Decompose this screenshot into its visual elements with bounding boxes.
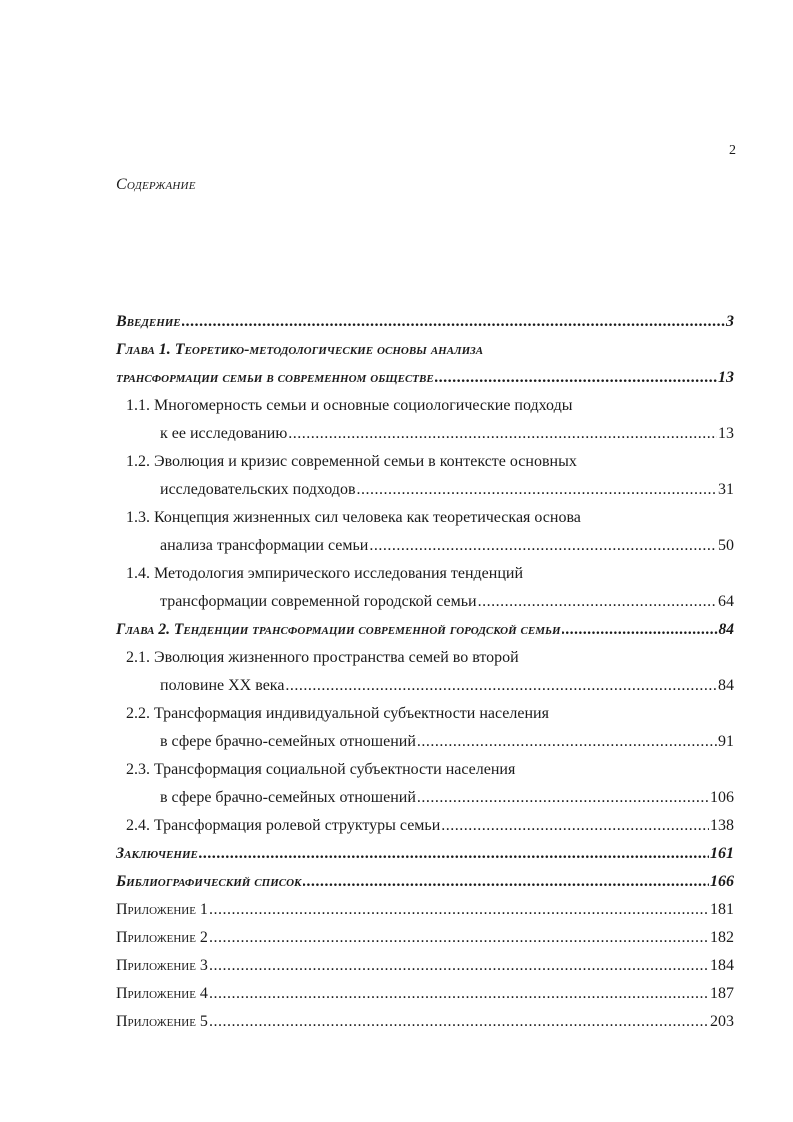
toc-entry-title: 2.2. Трансформация индивидуальной субъектности населения	[126, 705, 549, 722]
toc-entry-title: Глава 2. Тенденции трансформации современной городской семьи	[116, 621, 561, 638]
toc-entry-introduction[interactable]	[116, 312, 734, 332]
toc-entry-title: Приложение 1	[116, 901, 208, 918]
toc-entry-page: 203	[710, 1013, 734, 1030]
toc-entry-page: 84	[718, 621, 734, 638]
toc-entry-appendix-4[interactable]	[116, 984, 734, 1004]
dot-leader	[288, 424, 717, 444]
toc-entry-section-2-3[interactable]	[126, 760, 734, 780]
toc-entry-title: Приложение 3	[116, 957, 208, 974]
toc-entry-section-1-4[interactable]	[126, 564, 734, 584]
toc-entry-title: 2.4. Трансформация ролевой структуры семьи	[126, 817, 441, 834]
toc-entry-title: трансформации современной городской семьи	[160, 593, 477, 610]
toc-entry-section-1-3-cont[interactable]	[160, 536, 734, 556]
toc-entry-page: 106	[710, 789, 734, 806]
toc-entry-title: 2.1. Эволюция жизненного пространства семей во второй	[126, 649, 519, 666]
toc-entry-page: 182	[710, 929, 734, 946]
toc-entry-section-2-1-cont[interactable]	[160, 676, 734, 696]
toc-entry-page: 161	[710, 845, 734, 862]
dot-leader	[417, 788, 709, 808]
toc-entry-title: анализа трансформации семьи	[160, 537, 369, 554]
dot-leader	[209, 928, 709, 948]
toc-entry-page: 166	[710, 873, 734, 890]
toc-entry-title: исследовательских подходов	[160, 481, 356, 498]
toc-entry-appendix-5[interactable]	[116, 1012, 734, 1032]
toc-entry-chapter-1-cont[interactable]	[116, 368, 734, 388]
dot-leader	[209, 1012, 709, 1032]
toc-entry-section-1-2[interactable]	[126, 452, 734, 472]
toc-entry-section-1-1-cont[interactable]	[160, 424, 734, 444]
toc-entry-page: 187	[710, 985, 734, 1002]
toc-entry-section-2-1[interactable]	[126, 648, 734, 668]
toc-entry-title: в сфере брачно-семейных отношений	[160, 733, 416, 750]
toc-entry-page: 84	[718, 677, 734, 694]
toc-entry-chapter-1[interactable]	[116, 340, 734, 360]
toc-entry-title: Глава 1. Теоретико-методологические основы анализа	[116, 341, 484, 358]
dot-leader	[285, 676, 717, 696]
toc-entry-title: в сфере брачно-семейных отношений	[160, 789, 416, 806]
toc-entry-title: трансформации семьи в современном обществе	[116, 369, 434, 386]
toc-title: Содержание	[116, 176, 196, 193]
toc-entry-section-2-4[interactable]	[126, 816, 734, 836]
toc-entry-title: Приложение 5	[116, 1013, 208, 1030]
dot-leader	[562, 620, 718, 640]
toc-entry-bibliography[interactable]	[116, 872, 734, 892]
toc-entry-chapter-2[interactable]	[116, 620, 734, 640]
dot-leader	[441, 816, 709, 836]
toc-entry-page: 31	[718, 481, 734, 498]
toc-entry-title: 1.2. Эволюция и кризис современной семьи в контексте основных	[126, 453, 577, 470]
toc-entry-section-1-4-cont[interactable]	[160, 592, 734, 612]
toc-entry-title: половине XX века	[160, 677, 285, 694]
toc-entry-title: к ее исследованию	[160, 425, 288, 442]
page-number: 2	[729, 143, 736, 158]
dot-leader	[209, 984, 709, 1004]
toc-entry-title: 1.3. Концепция жизненных сил человека как теоретическая основа	[126, 509, 581, 526]
dot-leader	[478, 592, 717, 612]
toc-entry-section-1-3[interactable]	[126, 508, 734, 528]
toc-entry-section-1-1[interactable]	[126, 396, 734, 416]
dot-leader	[435, 368, 717, 388]
dot-leader	[209, 956, 709, 976]
dot-leader	[199, 844, 709, 864]
toc-entry-page: 184	[710, 957, 734, 974]
toc-entry-section-1-2-cont[interactable]	[160, 480, 734, 500]
toc-entry-title: 2.3. Трансформация социальной субъектности населения	[126, 761, 516, 778]
dot-leader	[357, 480, 718, 500]
toc-entry-title: Заключение	[116, 845, 198, 862]
toc-entry-section-2-3-cont[interactable]	[160, 788, 734, 808]
dot-leader	[182, 312, 725, 332]
toc-entry-title: Библиографический список	[116, 873, 302, 890]
toc-entry-page: 3	[726, 313, 734, 330]
dot-leader	[417, 732, 717, 752]
toc-entry-page: 138	[710, 817, 734, 834]
toc-entry-section-2-2[interactable]	[126, 704, 734, 724]
toc-entry-title: Введение	[116, 313, 181, 330]
toc-entry-page: 181	[710, 901, 734, 918]
dot-leader	[303, 872, 709, 892]
toc-entry-appendix-1[interactable]	[116, 900, 734, 920]
toc-entry-section-2-2-cont[interactable]	[160, 732, 734, 752]
toc-entry-page: 13	[718, 369, 734, 386]
dot-leader	[369, 536, 717, 556]
toc-entry-title: Приложение 2	[116, 929, 208, 946]
toc-entry-page: 64	[718, 593, 734, 610]
toc-entry-title: 1.1. Многомерность семьи и основные социологические подходы	[126, 397, 573, 414]
toc-entry-appendix-2[interactable]	[116, 928, 734, 948]
toc-entry-page: 13	[718, 425, 734, 442]
toc-entry-page: 91	[718, 733, 734, 750]
toc-entry-title: 1.4. Методология эмпирического исследования тенденций	[126, 565, 524, 582]
toc-entry-conclusion[interactable]	[116, 844, 734, 864]
toc-entry-title: Приложение 4	[116, 985, 208, 1002]
dot-leader	[209, 900, 709, 920]
toc-entry-appendix-3[interactable]	[116, 956, 734, 976]
toc-entry-page: 50	[718, 537, 734, 554]
